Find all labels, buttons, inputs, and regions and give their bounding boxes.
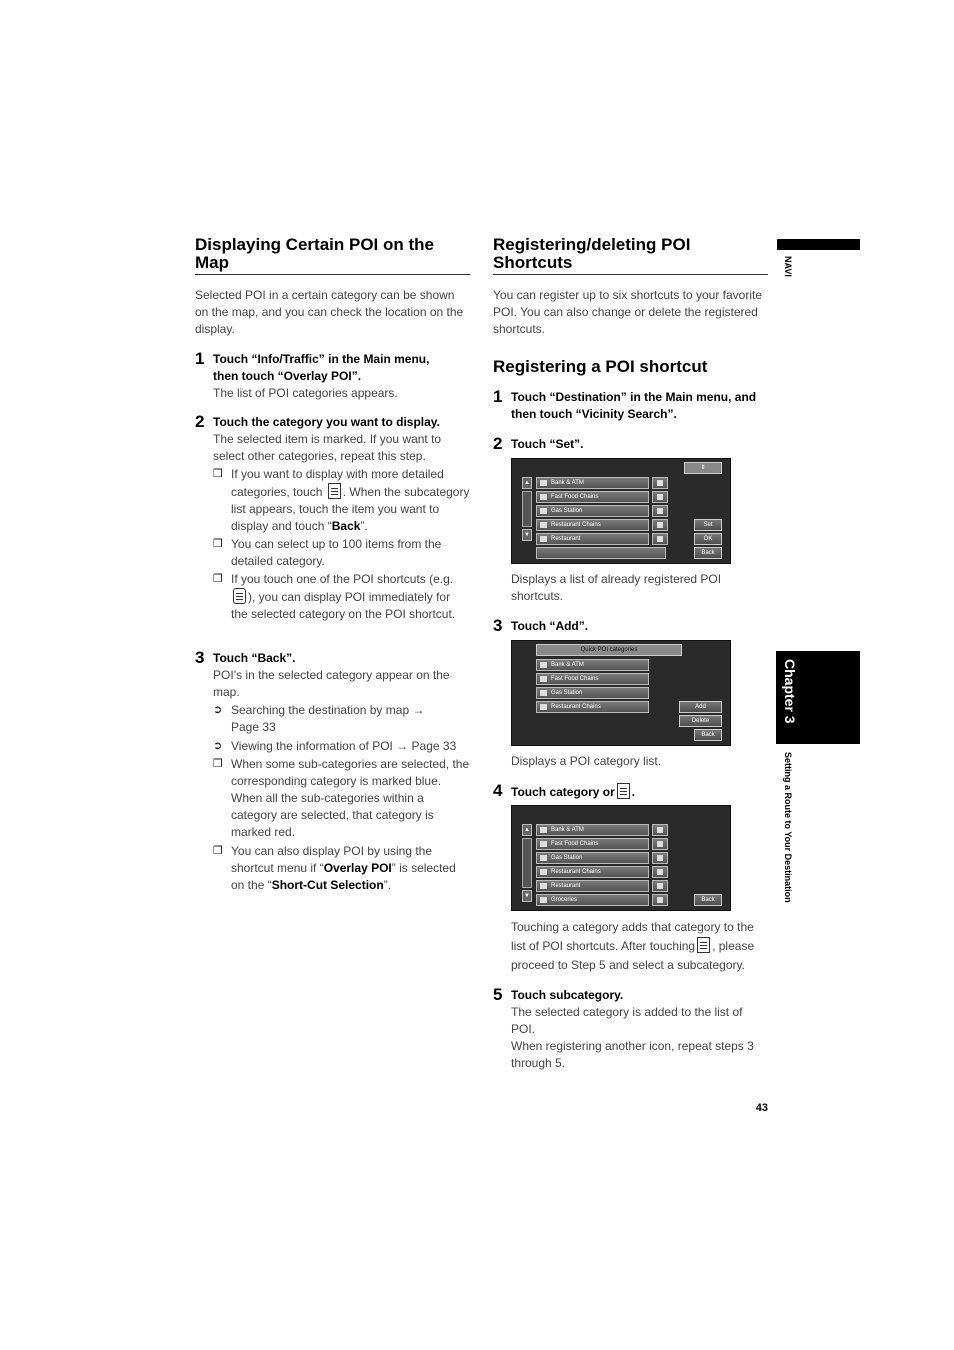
page-number: 43 xyxy=(755,1102,768,1114)
caption-text: Touching a category adds that category to the list of POI shortcuts. After touching xyxy=(511,920,754,953)
category-row[interactable]: Groceries xyxy=(536,894,649,906)
list-icon[interactable] xyxy=(652,866,668,878)
reference-item xyxy=(213,702,470,736)
list-icon[interactable] xyxy=(652,894,668,906)
right-section-heading: Registering/deleting POI Shortcuts xyxy=(493,235,691,272)
reference-item xyxy=(213,738,470,755)
scroll-up-button[interactable]: ▲ xyxy=(522,477,532,489)
note-text: You can select up to 100 items from the detailed category. xyxy=(231,537,442,568)
step-number: 1 xyxy=(493,387,503,406)
right-heading-rule xyxy=(493,274,768,275)
scrollbar[interactable] xyxy=(522,491,532,527)
step-body: The selected category is added to the list of POI. xyxy=(511,1005,743,1036)
note-text: ”. xyxy=(383,878,392,892)
screen-category-select xyxy=(511,805,731,911)
step-number: 3 xyxy=(195,648,205,667)
category-row[interactable]: Fast Food Chains xyxy=(536,491,649,503)
step-title xyxy=(511,783,768,801)
list-icon xyxy=(697,937,710,953)
back-button[interactable]: Back xyxy=(694,547,722,559)
groceries-icon xyxy=(540,897,547,903)
step-number: 4 xyxy=(493,781,503,800)
gas-station-icon xyxy=(540,690,547,696)
note-item xyxy=(213,756,470,841)
navi-tab-bar xyxy=(777,239,860,250)
note-checkbox-icon: ❒ xyxy=(213,573,223,585)
left-step3 xyxy=(213,650,470,894)
note-text: ”. xyxy=(360,519,368,533)
fast-food-icon xyxy=(540,841,547,847)
screen-poi-category-list xyxy=(511,640,731,746)
left-step2 xyxy=(213,414,470,623)
chapter-label: Chapter 3 xyxy=(782,659,798,724)
step-number: 1 xyxy=(195,349,205,368)
note-text: ” is selected on the “ xyxy=(231,861,456,892)
step-body: The selected item is marked. If you want to select other categories, repeat this step. xyxy=(213,432,442,463)
scroll-up-button[interactable]: ▲ xyxy=(522,824,532,836)
ok-button[interactable]: OK xyxy=(694,533,722,545)
restaurant-icon xyxy=(540,536,547,542)
note-item xyxy=(213,536,470,570)
note-checkbox-icon: ❒ xyxy=(213,845,223,857)
category-row[interactable]: Restaurant Chains xyxy=(536,701,649,713)
step-title: Touch “Add”. xyxy=(511,619,589,633)
screen-caption xyxy=(511,918,768,975)
note-text: If you want to display with more detailed categories, touch xyxy=(231,467,444,499)
reference-text: Viewing the information of POI → Page 33 xyxy=(231,739,457,753)
list-header: Quick POI categories xyxy=(536,644,682,656)
reference-arrow-icon: ➲ xyxy=(213,740,223,752)
key-label: Back xyxy=(331,519,361,533)
category-row[interactable]: Fast Food Chains xyxy=(536,673,649,685)
restaurant-chains-icon xyxy=(540,704,547,710)
back-button[interactable]: Back xyxy=(694,729,722,741)
step-number: 2 xyxy=(195,412,205,431)
step-title: Touch subcategory. xyxy=(511,988,624,1002)
navi-label: NAVI xyxy=(783,256,793,277)
step-title: Touch “Back”. xyxy=(213,651,296,665)
restaurant-chains-icon xyxy=(540,869,547,875)
note-item xyxy=(213,466,470,535)
list-icon[interactable] xyxy=(652,824,668,836)
key-label: Overlay POI xyxy=(323,861,392,875)
note-item xyxy=(213,843,470,894)
right-subheading: Registering a POI shortcut xyxy=(493,357,708,376)
note-text: . When the subcategory list appears, touch the item you want to display and touch “ xyxy=(231,485,470,533)
step-title: Touch the category you want to display. xyxy=(213,415,440,429)
list-icon[interactable] xyxy=(652,477,668,489)
left-step1 xyxy=(213,351,473,402)
list-icon[interactable] xyxy=(652,838,668,850)
note-text: When some sub-categories are selected, the corresponding category is marked blue. When all the sub-categories within a category are selected, that category is marked red. xyxy=(231,757,470,839)
note-text: If you touch one of the POI shortcuts (e.g. xyxy=(231,572,454,586)
category-row[interactable]: Restaurant xyxy=(536,533,649,545)
left-heading-rule xyxy=(195,274,470,275)
bank-icon xyxy=(540,480,547,486)
step-number: 3 xyxy=(493,616,503,635)
category-row[interactable]: Bank & ATM xyxy=(536,824,649,836)
toggle-icon[interactable]: ⇕ xyxy=(684,462,722,474)
category-row[interactable]: Bank & ATM xyxy=(536,477,649,489)
category-row[interactable]: Restaurant xyxy=(536,880,649,892)
note-text: You can also display POI by using the shortcut menu if “ xyxy=(231,844,433,875)
note-checkbox-icon: ❒ xyxy=(213,468,223,480)
scroll-down-button[interactable]: ▼ xyxy=(522,529,532,541)
section-title-vertical: Setting a Route to Your Destination xyxy=(783,752,793,903)
caption-text: , please proceed to Step 5 and select a subcategory. xyxy=(511,939,755,972)
note-checkbox-icon: ❒ xyxy=(213,538,223,550)
delete-button[interactable]: Delete xyxy=(679,715,722,727)
left-section-heading: Displaying Certain POI on the Map xyxy=(195,235,434,272)
category-row[interactable]: Gas Station xyxy=(536,852,649,864)
step-body: The list of POI categories appears. xyxy=(213,386,398,400)
list-icon[interactable] xyxy=(652,533,668,545)
step-title: Touch “Set”. xyxy=(511,437,584,451)
category-row[interactable]: Gas Station xyxy=(536,687,649,699)
restaurant-icon xyxy=(540,883,547,889)
poi-shortcut-icon xyxy=(233,588,246,604)
step-title-cont: then touch “Overlay POI”. xyxy=(213,369,362,383)
shortcut-bar[interactable] xyxy=(536,547,666,559)
bank-icon xyxy=(540,662,547,668)
scrollbar[interactable] xyxy=(522,838,532,888)
category-row[interactable]: Fast Food Chains xyxy=(536,838,649,850)
category-row[interactable]: Restaurant Chains xyxy=(536,866,649,878)
fast-food-icon xyxy=(540,494,547,500)
category-row[interactable]: Restaurant Chains xyxy=(536,519,649,531)
step-title: Touch “Info/Traffic” in the Main menu, xyxy=(213,352,430,366)
scroll-down-button[interactable]: ▼ xyxy=(522,890,532,902)
step-title-text: Touch category or xyxy=(511,785,615,799)
step-number: 5 xyxy=(493,985,503,1004)
set-button[interactable]: Set xyxy=(694,519,722,531)
gas-station-icon xyxy=(540,855,547,861)
bank-icon xyxy=(540,827,547,833)
right-intro: You can register up to six shortcuts to your favorite POI. You can also change or delete the registered shortcuts. xyxy=(493,288,763,336)
screen-registered-shortcuts xyxy=(511,458,731,564)
fast-food-icon xyxy=(540,676,547,682)
step-title: Touch “Destination” in the Main menu, and then touch “Vicinity Search”. xyxy=(511,390,757,421)
list-icon[interactable] xyxy=(652,505,668,517)
list-icon[interactable] xyxy=(652,880,668,892)
step-number: 2 xyxy=(493,434,503,453)
step-body: When registering another icon, repeat steps 3 through 5. xyxy=(511,1039,754,1070)
left-intro: Selected POI in a certain category can be shown on the map, and you can check the location on the display. xyxy=(195,288,464,336)
reference-text: Searching the destination by map → Page 33 xyxy=(231,703,425,734)
reference-arrow-icon: ➲ xyxy=(213,704,223,716)
gas-station-icon xyxy=(540,508,547,514)
step-title-text: . xyxy=(631,785,636,799)
note-text: ), you can display POI immediately for the selected category on the POI shortcut. xyxy=(231,590,456,621)
step-body: POI’s in the selected category appear on the map. xyxy=(213,668,450,699)
category-row[interactable]: Gas Station xyxy=(536,505,649,517)
back-button[interactable]: Back xyxy=(694,894,722,906)
restaurant-chains-icon xyxy=(540,522,547,528)
category-row[interactable]: Bank & ATM xyxy=(536,659,649,671)
note-checkbox-icon: ❒ xyxy=(213,758,223,770)
screen-caption: Displays a list of already registered POI shortcuts. xyxy=(511,572,722,603)
list-icon[interactable] xyxy=(652,491,668,503)
right-step5 xyxy=(511,987,768,1072)
screen-caption: Displays a POI category list. xyxy=(511,754,662,768)
list-icon xyxy=(617,783,630,799)
add-button[interactable]: Add xyxy=(679,701,722,713)
chapter-tab xyxy=(776,651,860,744)
list-icon[interactable] xyxy=(652,852,668,864)
list-icon xyxy=(328,483,341,499)
note-item xyxy=(213,571,470,623)
key-label: Short-Cut Selection xyxy=(271,878,384,892)
list-icon[interactable] xyxy=(652,519,668,531)
